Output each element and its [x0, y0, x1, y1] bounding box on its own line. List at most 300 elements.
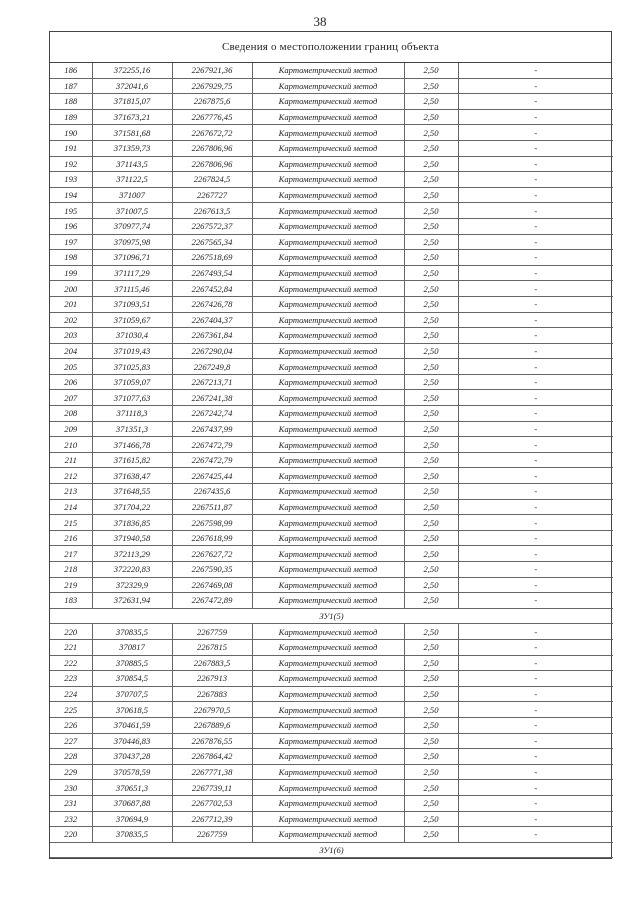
- accuracy-cell: 2,50: [404, 218, 458, 234]
- x-coordinate-cell: 371077,63: [92, 390, 172, 406]
- accuracy-cell: 2,50: [404, 109, 458, 125]
- description-cell: -: [458, 749, 613, 765]
- x-coordinate-cell: 371466,78: [92, 437, 172, 453]
- y-coordinate-cell: 2267929,75: [172, 78, 252, 94]
- y-coordinate-cell: 2267242,74: [172, 406, 252, 422]
- method-cell: Картометрический метод: [252, 140, 404, 156]
- point-number-cell: 192: [50, 156, 92, 172]
- method-cell: Картометрический метод: [252, 577, 404, 593]
- point-number-cell: 215: [50, 515, 92, 531]
- point-number-cell: 205: [50, 359, 92, 375]
- accuracy-cell: 2,50: [404, 406, 458, 422]
- table-row: [50, 437, 613, 453]
- method-cell: Картометрический метод: [252, 655, 404, 671]
- description-cell: -: [458, 328, 613, 344]
- method-cell: Картометрический метод: [252, 733, 404, 749]
- table-row: [50, 218, 613, 234]
- table-row: [50, 265, 613, 281]
- accuracy-cell: 2,50: [404, 140, 458, 156]
- description-cell: -: [458, 437, 613, 453]
- method-cell: Картометрический метод: [252, 546, 404, 562]
- table-row: [50, 312, 613, 328]
- description-cell: -: [458, 717, 613, 733]
- x-coordinate-cell: 371059,07: [92, 374, 172, 390]
- point-number-cell: 230: [50, 780, 92, 796]
- description-cell: -: [458, 764, 613, 780]
- y-coordinate-cell: 2267627,72: [172, 546, 252, 562]
- description-cell: -: [458, 78, 613, 94]
- x-coordinate-cell: 371615,82: [92, 452, 172, 468]
- method-cell: Картометрический метод: [252, 593, 404, 609]
- point-number-cell: 200: [50, 281, 92, 297]
- x-coordinate-cell: 371359,73: [92, 140, 172, 156]
- x-coordinate-cell: 370854,5: [92, 671, 172, 687]
- accuracy-cell: 2,50: [404, 250, 458, 266]
- method-cell: Картометрический метод: [252, 343, 404, 359]
- x-coordinate-cell: 370578,59: [92, 764, 172, 780]
- description-cell: -: [458, 639, 613, 655]
- x-coordinate-cell: 370618,5: [92, 702, 172, 718]
- table-row: [50, 125, 613, 141]
- method-cell: Картометрический метод: [252, 328, 404, 344]
- accuracy-cell: 2,50: [404, 63, 458, 78]
- y-coordinate-cell: 2267404,37: [172, 312, 252, 328]
- y-coordinate-cell: 2267727: [172, 187, 252, 203]
- point-number-cell: 210: [50, 437, 92, 453]
- method-cell: Картометрический метод: [252, 359, 404, 375]
- y-coordinate-cell: 2267815: [172, 639, 252, 655]
- x-coordinate-cell: 372113,29: [92, 546, 172, 562]
- point-number-cell: 197: [50, 234, 92, 250]
- method-cell: Картометрический метод: [252, 749, 404, 765]
- table-row: [50, 359, 613, 375]
- point-number-cell: 194: [50, 187, 92, 203]
- point-number-cell: 226: [50, 717, 92, 733]
- y-coordinate-cell: 2267806,96: [172, 140, 252, 156]
- y-coordinate-cell: 2267493,54: [172, 265, 252, 281]
- table-row: [50, 172, 613, 188]
- method-cell: Картометрический метод: [252, 312, 404, 328]
- method-cell: Картометрический метод: [252, 484, 404, 500]
- method-cell: Картометрический метод: [252, 686, 404, 702]
- description-cell: -: [458, 63, 613, 78]
- x-coordinate-cell: 371940,58: [92, 530, 172, 546]
- point-number-cell: 209: [50, 421, 92, 437]
- description-cell: -: [458, 140, 613, 156]
- y-coordinate-cell: 2267883,5: [172, 655, 252, 671]
- method-cell: Картометрический метод: [252, 702, 404, 718]
- x-coordinate-cell: 371704,22: [92, 499, 172, 515]
- section-label: ЗУ1(5): [50, 608, 613, 624]
- section-row: [50, 608, 613, 624]
- accuracy-cell: 2,50: [404, 156, 458, 172]
- table-row: [50, 546, 613, 562]
- accuracy-cell: 2,50: [404, 671, 458, 687]
- y-coordinate-cell: 2267970,5: [172, 702, 252, 718]
- accuracy-cell: 2,50: [404, 94, 458, 110]
- point-number-cell: 188: [50, 94, 92, 110]
- accuracy-cell: 2,50: [404, 795, 458, 811]
- y-coordinate-cell: 2267864,42: [172, 749, 252, 765]
- x-coordinate-cell: 371815,07: [92, 94, 172, 110]
- accuracy-cell: 2,50: [404, 811, 458, 827]
- y-coordinate-cell: 2267472,79: [172, 437, 252, 453]
- x-coordinate-cell: 370817: [92, 639, 172, 655]
- accuracy-cell: 2,50: [404, 203, 458, 219]
- description-cell: -: [458, 374, 613, 390]
- description-cell: -: [458, 702, 613, 718]
- x-coordinate-cell: 372041,6: [92, 78, 172, 94]
- method-cell: Картометрический метод: [252, 624, 404, 640]
- table-row: [50, 624, 613, 640]
- method-cell: Картометрический метод: [252, 78, 404, 94]
- description-cell: -: [458, 406, 613, 422]
- y-coordinate-cell: 2267511,87: [172, 499, 252, 515]
- table-row: [50, 468, 613, 484]
- x-coordinate-cell: 371836,85: [92, 515, 172, 531]
- x-coordinate-cell: 370977,74: [92, 218, 172, 234]
- y-coordinate-cell: 2267572,37: [172, 218, 252, 234]
- method-cell: Картометрический метод: [252, 374, 404, 390]
- method-cell: Картометрический метод: [252, 296, 404, 312]
- method-cell: Картометрический метод: [252, 437, 404, 453]
- table-row: [50, 749, 613, 765]
- x-coordinate-cell: 371648,55: [92, 484, 172, 500]
- point-number-cell: 225: [50, 702, 92, 718]
- accuracy-cell: 2,50: [404, 593, 458, 609]
- point-number-cell: 228: [50, 749, 92, 765]
- description-cell: -: [458, 515, 613, 531]
- method-cell: Картометрический метод: [252, 562, 404, 578]
- method-cell: Картометрический метод: [252, 468, 404, 484]
- x-coordinate-cell: 370687,88: [92, 795, 172, 811]
- description-cell: -: [458, 172, 613, 188]
- table-row: [50, 655, 613, 671]
- y-coordinate-cell: 2267361,84: [172, 328, 252, 344]
- accuracy-cell: 2,50: [404, 452, 458, 468]
- y-coordinate-cell: 2267249,8: [172, 359, 252, 375]
- method-cell: Картометрический метод: [252, 671, 404, 687]
- table-row: [50, 671, 613, 687]
- accuracy-cell: 2,50: [404, 312, 458, 328]
- method-cell: Картометрический метод: [252, 265, 404, 281]
- table-row: [50, 374, 613, 390]
- y-coordinate-cell: 2267771,38: [172, 764, 252, 780]
- method-cell: Картометрический метод: [252, 452, 404, 468]
- page-number: 38: [313, 14, 327, 29]
- description-cell: -: [458, 359, 613, 375]
- accuracy-cell: 2,50: [404, 265, 458, 281]
- x-coordinate-cell: 370835,5: [92, 827, 172, 843]
- accuracy-cell: 2,50: [404, 686, 458, 702]
- table-row: [50, 780, 613, 796]
- coordinates-table-sheet: [49, 31, 612, 859]
- x-coordinate-cell: 371025,83: [92, 359, 172, 375]
- accuracy-cell: 2,50: [404, 468, 458, 484]
- x-coordinate-cell: 371673,21: [92, 109, 172, 125]
- point-number-cell: 211: [50, 452, 92, 468]
- point-number-cell: 212: [50, 468, 92, 484]
- method-cell: Картометрический метод: [252, 109, 404, 125]
- method-cell: Картометрический метод: [252, 811, 404, 827]
- method-cell: Картометрический метод: [252, 639, 404, 655]
- method-cell: Картометрический метод: [252, 827, 404, 843]
- description-cell: -: [458, 686, 613, 702]
- table-row: [50, 406, 613, 422]
- point-number-cell: 206: [50, 374, 92, 390]
- y-coordinate-cell: 2267776,45: [172, 109, 252, 125]
- description-cell: -: [458, 187, 613, 203]
- coordinates-table: [50, 63, 613, 858]
- table-row: [50, 593, 613, 609]
- table-row: [50, 515, 613, 531]
- point-number-cell: 221: [50, 639, 92, 655]
- method-cell: Картометрический метод: [252, 780, 404, 796]
- table-row: [50, 530, 613, 546]
- description-cell: -: [458, 780, 613, 796]
- x-coordinate-cell: 371118,3: [92, 406, 172, 422]
- point-number-cell: 227: [50, 733, 92, 749]
- accuracy-cell: 2,50: [404, 359, 458, 375]
- description-cell: -: [458, 390, 613, 406]
- method-cell: Картометрический метод: [252, 250, 404, 266]
- point-number-cell: 232: [50, 811, 92, 827]
- point-number-cell: 199: [50, 265, 92, 281]
- point-number-cell: 220: [50, 827, 92, 843]
- y-coordinate-cell: 2267875,6: [172, 94, 252, 110]
- x-coordinate-cell: 371019,43: [92, 343, 172, 359]
- x-coordinate-cell: 370694,9: [92, 811, 172, 827]
- description-cell: -: [458, 468, 613, 484]
- point-number-cell: 198: [50, 250, 92, 266]
- description-cell: -: [458, 811, 613, 827]
- table-row: [50, 702, 613, 718]
- accuracy-cell: 2,50: [404, 437, 458, 453]
- section-label: ЗУ1(6): [50, 842, 613, 858]
- description-cell: -: [458, 827, 613, 843]
- table-row: [50, 63, 613, 78]
- point-number-cell: 218: [50, 562, 92, 578]
- y-coordinate-cell: 2267921,36: [172, 63, 252, 78]
- table-row: [50, 94, 613, 110]
- point-number-cell: 189: [50, 109, 92, 125]
- description-cell: -: [458, 593, 613, 609]
- point-number-cell: 217: [50, 546, 92, 562]
- point-number-cell: 195: [50, 203, 92, 219]
- y-coordinate-cell: 2267425,44: [172, 468, 252, 484]
- method-cell: Картометрический метод: [252, 717, 404, 733]
- point-number-cell: 203: [50, 328, 92, 344]
- x-coordinate-cell: 372329,9: [92, 577, 172, 593]
- accuracy-cell: 2,50: [404, 374, 458, 390]
- accuracy-cell: 2,50: [404, 733, 458, 749]
- table-row: [50, 421, 613, 437]
- point-number-cell: 214: [50, 499, 92, 515]
- table-row: [50, 203, 613, 219]
- table-row: [50, 296, 613, 312]
- y-coordinate-cell: 2267590,35: [172, 562, 252, 578]
- description-cell: -: [458, 94, 613, 110]
- x-coordinate-cell: 370461,59: [92, 717, 172, 733]
- table-row: [50, 795, 613, 811]
- method-cell: Картометрический метод: [252, 421, 404, 437]
- method-cell: Картометрический метод: [252, 187, 404, 203]
- description-cell: -: [458, 109, 613, 125]
- point-number-cell: 223: [50, 671, 92, 687]
- table-row: [50, 109, 613, 125]
- point-number-cell: 183: [50, 593, 92, 609]
- point-number-cell: 231: [50, 795, 92, 811]
- method-cell: Картометрический метод: [252, 156, 404, 172]
- table-row: [50, 156, 613, 172]
- point-number-cell: 190: [50, 125, 92, 141]
- description-cell: -: [458, 655, 613, 671]
- y-coordinate-cell: 2267437,99: [172, 421, 252, 437]
- method-cell: Картометрический метод: [252, 234, 404, 250]
- table-row: [50, 140, 613, 156]
- accuracy-cell: 2,50: [404, 421, 458, 437]
- description-cell: -: [458, 546, 613, 562]
- y-coordinate-cell: 2267712,39: [172, 811, 252, 827]
- x-coordinate-cell: 371007,5: [92, 203, 172, 219]
- point-number-cell: 202: [50, 312, 92, 328]
- point-number-cell: 222: [50, 655, 92, 671]
- accuracy-cell: 2,50: [404, 764, 458, 780]
- y-coordinate-cell: 2267672,72: [172, 125, 252, 141]
- x-coordinate-cell: 370437,28: [92, 749, 172, 765]
- table-title: Сведения о местоположении границ объекта: [50, 32, 611, 63]
- y-coordinate-cell: 2267435,6: [172, 484, 252, 500]
- accuracy-cell: 2,50: [404, 624, 458, 640]
- x-coordinate-cell: 370835,5: [92, 624, 172, 640]
- y-coordinate-cell: 2267618,99: [172, 530, 252, 546]
- accuracy-cell: 2,50: [404, 827, 458, 843]
- section-row: [50, 842, 613, 858]
- table-row: [50, 484, 613, 500]
- accuracy-cell: 2,50: [404, 702, 458, 718]
- method-cell: Картометрический метод: [252, 63, 404, 78]
- method-cell: Картометрический метод: [252, 406, 404, 422]
- y-coordinate-cell: 2267598,99: [172, 515, 252, 531]
- y-coordinate-cell: 2267739,11: [172, 780, 252, 796]
- point-number-cell: 193: [50, 172, 92, 188]
- table-row: [50, 562, 613, 578]
- description-cell: -: [458, 296, 613, 312]
- table-row: [50, 250, 613, 266]
- x-coordinate-cell: 371117,29: [92, 265, 172, 281]
- point-number-cell: 196: [50, 218, 92, 234]
- table-row: [50, 577, 613, 593]
- description-cell: -: [458, 156, 613, 172]
- table-row: [50, 390, 613, 406]
- description-cell: -: [458, 484, 613, 500]
- x-coordinate-cell: 372220,83: [92, 562, 172, 578]
- description-cell: -: [458, 624, 613, 640]
- accuracy-cell: 2,50: [404, 78, 458, 94]
- x-coordinate-cell: 370885,5: [92, 655, 172, 671]
- x-coordinate-cell: 370975,98: [92, 234, 172, 250]
- x-coordinate-cell: 371093,51: [92, 296, 172, 312]
- y-coordinate-cell: 2267472,79: [172, 452, 252, 468]
- description-cell: -: [458, 218, 613, 234]
- table-row: [50, 733, 613, 749]
- method-cell: Картометрический метод: [252, 203, 404, 219]
- point-number-cell: 207: [50, 390, 92, 406]
- point-number-cell: 201: [50, 296, 92, 312]
- accuracy-cell: 2,50: [404, 499, 458, 515]
- table-row: [50, 452, 613, 468]
- x-coordinate-cell: 371581,68: [92, 125, 172, 141]
- accuracy-cell: 2,50: [404, 343, 458, 359]
- description-cell: -: [458, 343, 613, 359]
- x-coordinate-cell: 371030,4: [92, 328, 172, 344]
- y-coordinate-cell: 2267518,69: [172, 250, 252, 266]
- point-number-cell: 204: [50, 343, 92, 359]
- y-coordinate-cell: 2267241,38: [172, 390, 252, 406]
- description-cell: -: [458, 671, 613, 687]
- y-coordinate-cell: 2267565,34: [172, 234, 252, 250]
- description-cell: -: [458, 795, 613, 811]
- x-coordinate-cell: 372255,16: [92, 63, 172, 78]
- x-coordinate-cell: 371351,3: [92, 421, 172, 437]
- y-coordinate-cell: 2267824,5: [172, 172, 252, 188]
- accuracy-cell: 2,50: [404, 717, 458, 733]
- description-cell: -: [458, 562, 613, 578]
- accuracy-cell: 2,50: [404, 484, 458, 500]
- table-row: [50, 78, 613, 94]
- accuracy-cell: 2,50: [404, 515, 458, 531]
- y-coordinate-cell: 2267702,53: [172, 795, 252, 811]
- table-row: [50, 827, 613, 843]
- method-cell: Картометрический метод: [252, 94, 404, 110]
- point-number-cell: 213: [50, 484, 92, 500]
- point-number-cell: 229: [50, 764, 92, 780]
- y-coordinate-cell: 2267213,71: [172, 374, 252, 390]
- point-number-cell: 224: [50, 686, 92, 702]
- y-coordinate-cell: 2267876,55: [172, 733, 252, 749]
- accuracy-cell: 2,50: [404, 577, 458, 593]
- description-cell: -: [458, 577, 613, 593]
- y-coordinate-cell: 2267759: [172, 624, 252, 640]
- accuracy-cell: 2,50: [404, 125, 458, 141]
- method-cell: Картометрический метод: [252, 515, 404, 531]
- accuracy-cell: 2,50: [404, 328, 458, 344]
- table-row: [50, 639, 613, 655]
- y-coordinate-cell: 2267613,5: [172, 203, 252, 219]
- table-row: [50, 686, 613, 702]
- description-cell: -: [458, 499, 613, 515]
- description-cell: -: [458, 250, 613, 266]
- description-cell: -: [458, 530, 613, 546]
- method-cell: Картометрический метод: [252, 218, 404, 234]
- x-coordinate-cell: 370651,3: [92, 780, 172, 796]
- description-cell: -: [458, 281, 613, 297]
- accuracy-cell: 2,50: [404, 780, 458, 796]
- description-cell: -: [458, 234, 613, 250]
- table-row: [50, 234, 613, 250]
- y-coordinate-cell: 2267913: [172, 671, 252, 687]
- y-coordinate-cell: 2267883: [172, 686, 252, 702]
- x-coordinate-cell: 371143,5: [92, 156, 172, 172]
- x-coordinate-cell: 371059,67: [92, 312, 172, 328]
- accuracy-cell: 2,50: [404, 562, 458, 578]
- accuracy-cell: 2,50: [404, 187, 458, 203]
- y-coordinate-cell: 2267759: [172, 827, 252, 843]
- y-coordinate-cell: 2267290,04: [172, 343, 252, 359]
- y-coordinate-cell: 2267426,78: [172, 296, 252, 312]
- description-cell: -: [458, 203, 613, 219]
- x-coordinate-cell: 371115,46: [92, 281, 172, 297]
